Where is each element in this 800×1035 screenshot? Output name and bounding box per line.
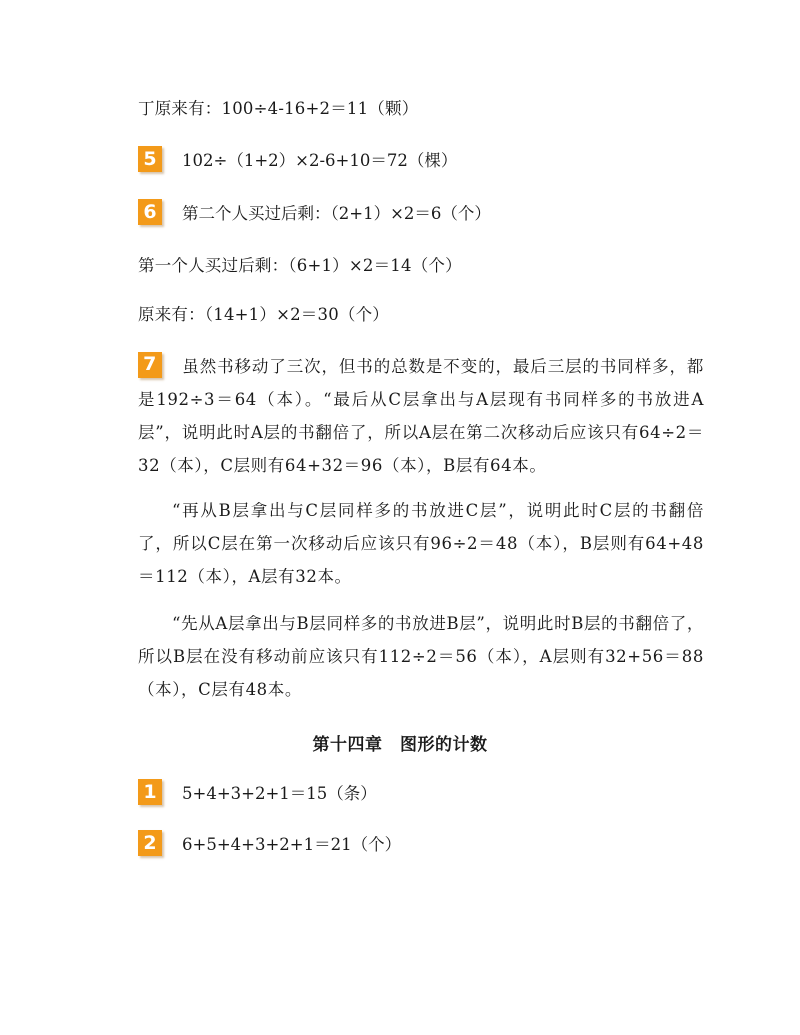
number-badge-7: 7 — [138, 352, 162, 378]
chapter14-answer-1-text: 5+4+3+2+1＝15（条） — [182, 784, 377, 803]
number-badge-6: 6 — [138, 199, 162, 225]
number-badge-1: 1 — [138, 779, 162, 805]
answer-7-paragraph-2: “再从B层拿出与C层同样多的书放进C层”，说明此时C层的书翻倍了，所以C层在第一次移动后应该只有96÷2＝48（本），B层则有64+48＝112（本），A层有32本。 — [138, 501, 704, 586]
chapter14-answer-2 — [138, 830, 401, 856]
chapter14-answer-2-text: 6+5+4+3+2+1＝21（个） — [182, 835, 402, 854]
answer-6-line-2: 第一个人买过后剩：（6+1）×2＝14（个） — [138, 256, 462, 275]
answer-5 — [138, 146, 457, 172]
answer-6-text: 第二个人买过后剩：（2+1）×2＝6（个） — [182, 204, 491, 223]
answer-6 — [138, 199, 491, 225]
number-badge-5: 5 — [138, 146, 162, 172]
answer-7-paragraph-3: “先从A层拿出与B层同样多的书放进B层”，说明此时B层的书翻倍了，所以B层在没有移动前应该只有112÷2＝56（本），A层则有32+56＝88（本），C层有48本。 — [138, 614, 704, 699]
answer-7-paragraph-1 — [138, 350, 704, 482]
chapter-heading: 第十四章 图形的计数 — [312, 735, 488, 755]
answer-7-paragraph-1-text: 虽然书移动了三次，但书的总数是不变的，最后三层的书同样多，都是192÷3＝64（本）。“最后从C层拿出与A层现有书同样多的书放进A层”，说明此时A层的书翻倍了，所以A层在第二次移动后应该只有64÷2＝32（本），C层则有64+32＝96（本），B层有64本。 — [138, 357, 704, 475]
chapter14-answer-1 — [138, 779, 377, 805]
number-badge-2: 2 — [138, 830, 162, 856]
answer-5-text: 102÷（1+2）×2-6+10＝72（棵） — [182, 151, 458, 170]
answer-line-ding: 丁原来有：100÷4-16+2＝11（颗） — [138, 99, 419, 118]
answer-6-line-3: 原来有：（14+1）×2＝30（个） — [138, 305, 389, 324]
